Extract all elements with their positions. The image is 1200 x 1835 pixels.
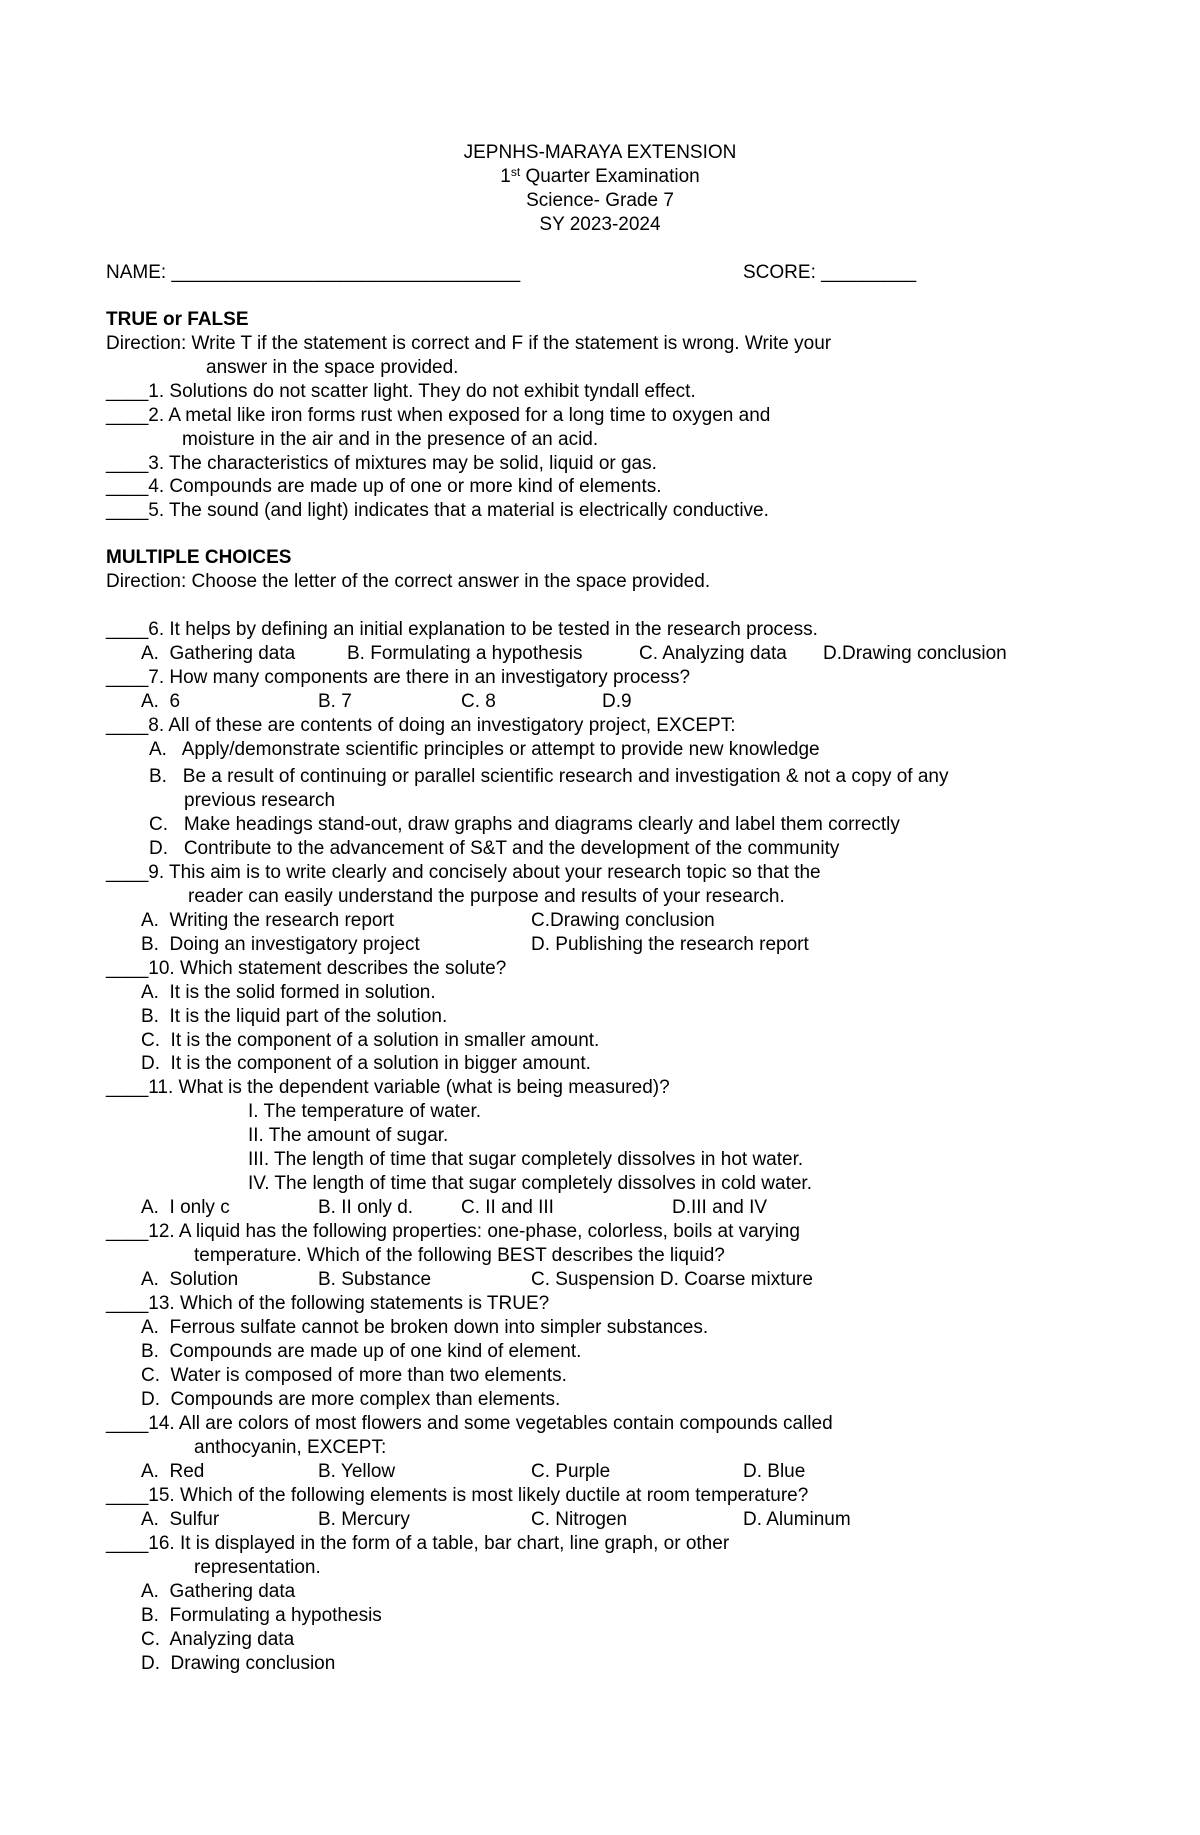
question-10-option-d: D. It is the component of a solution in bigger amount. <box>141 1053 591 1074</box>
question-14-option-c: C. Purple <box>531 1461 611 1482</box>
quarter-number: 1 <box>500 166 511 187</box>
question-16-option-c: C. Analyzing data <box>141 1629 295 1650</box>
question-15: ____15. Which of the following elements is most likely ductile at room temperature? <box>106 1485 809 1506</box>
question-16-option-a: A. Gathering data <box>141 1581 296 1602</box>
question-15-option-a: A. Sulfur <box>141 1509 220 1530</box>
question-14: ____14. All are colors of most flowers and some vegetables contain compounds called <box>106 1413 833 1434</box>
question-13: ____13. Which of the following statements is TRUE? <box>106 1293 550 1314</box>
question-13-option-a: A. Ferrous sulfate cannot be broken down into simpler substances. <box>141 1317 709 1338</box>
question-6-option-a: A. Gathering data <box>141 643 296 664</box>
quarter-ordinal: st <box>510 165 521 179</box>
question-2-cont: moisture in the air and in the presence of an acid. <box>182 429 599 450</box>
question-11-option-a: A. I only c <box>141 1197 230 1218</box>
question-16: ____16. It is displayed in the form of a table, bar chart, line graph, or other <box>106 1533 730 1554</box>
school-year: SY 2023-2024 <box>539 214 661 235</box>
question-6-option-d: D.Drawing conclusion <box>823 643 1007 664</box>
question-8-option-b: B. Be a result of continuing or parallel scientific research and investigation & not a copy of any <box>149 766 949 787</box>
question-8-option-a: A. Apply/demonstrate scientific principles or attempt to provide new knowledge <box>149 739 820 760</box>
question-7-option-a: A. 6 <box>141 691 181 712</box>
question-14-option-d: D. Blue <box>743 1461 806 1482</box>
question-12: ____12. A liquid has the following properties: one-phase, colorless, boils at varying <box>106 1221 800 1242</box>
question-13-option-d: D. Compounds are more complex than elements. <box>141 1389 561 1410</box>
question-11-item-ii: II. The amount of sugar. <box>248 1125 449 1146</box>
question-10-option-b: B. It is the liquid part of the solution. <box>141 1006 448 1027</box>
question-7: ____7. How many components are there in an investigatory process? <box>106 667 691 688</box>
question-10-option-a: A. It is the solid formed in solution. <box>141 982 436 1003</box>
question-10: ____10. Which statement describes the solute? <box>106 958 507 979</box>
question-16-option-d: D. Drawing conclusion <box>141 1653 336 1674</box>
question-9: ____9. This aim is to write clearly and concisely about your research topic so that the <box>106 862 821 883</box>
question-11-option-c: C. II and III <box>461 1197 554 1218</box>
question-13-option-c: C. Water is composed of more than two elements. <box>141 1365 567 1386</box>
question-9-option-d: D. Publishing the research report <box>531 934 809 955</box>
question-14-option-a: A. Red <box>141 1461 205 1482</box>
question-1: ____1. Solutions do not scatter light. They do not exhibit tyndall effect. <box>106 381 696 402</box>
question-7-option-c: C. 8 <box>461 691 496 712</box>
question-8: ____8. All of these are contents of doing an investigatory project, EXCEPT: <box>106 715 736 736</box>
question-3: ____3. The characteristics of mixtures may be solid, liquid or gas. <box>106 453 657 474</box>
question-11-option-b: B. II only d. <box>318 1197 414 1218</box>
name-field: NAME: _________________________________ <box>106 262 521 283</box>
question-6-option-b: B. Formulating a hypothesis <box>347 643 583 664</box>
true-false-direction: Direction: Write T if the statement is correct and F if the statement is wrong. Write your <box>106 333 832 354</box>
question-11-item-iv: IV. The length of time that sugar completely dissolves in cold water. <box>248 1173 812 1194</box>
question-8-option-b-cont: previous research <box>184 790 336 811</box>
question-15-option-b: B. Mercury <box>318 1509 410 1530</box>
question-9-option-c: C.Drawing conclusion <box>531 910 715 931</box>
question-12-cont: temperature. Which of the following BEST describes the liquid? <box>194 1245 725 1266</box>
question-9-option-b: B. Doing an investigatory project <box>141 934 420 955</box>
question-6-option-c: C. Analyzing data <box>639 643 787 664</box>
quarter-label: Quarter Examination <box>520 166 700 187</box>
question-9-cont: reader can easily understand the purpose and results of your research. <box>188 886 785 907</box>
question-12-option-a: A. Solution <box>141 1269 239 1290</box>
question-16-cont: representation. <box>194 1557 321 1578</box>
question-8-option-c: C. Make headings stand-out, draw graphs and diagrams clearly and label them correctly <box>149 814 900 835</box>
question-13-option-b: B. Compounds are made up of one kind of element. <box>141 1341 582 1362</box>
question-14-option-b: B. Yellow <box>318 1461 396 1482</box>
question-15-option-d: D. Aluminum <box>743 1509 851 1530</box>
question-6: ____6. It helps by defining an initial explanation to be tested in the research process. <box>106 619 818 640</box>
question-8-option-d: D. Contribute to the advancement of S&T and the development of the community <box>149 838 840 859</box>
question-15-option-c: C. Nitrogen <box>531 1509 628 1530</box>
multiple-choice-direction: Direction: Choose the letter of the correct answer in the space provided. <box>106 571 711 592</box>
exam-quarter <box>0 165 1200 189</box>
question-14-cont: anthocyanin, EXCEPT: <box>194 1437 387 1458</box>
question-11: ____11. What is the dependent variable (what is being measured)? <box>106 1077 670 1098</box>
question-4: ____4. Compounds are made up of one or more kind of elements. <box>106 476 662 497</box>
true-false-direction-cont: answer in the space provided. <box>206 357 459 378</box>
question-9-option-a: A. Writing the research report <box>141 910 395 931</box>
score-field: SCORE: _________ <box>743 262 917 283</box>
question-12-option-b: B. Substance <box>318 1269 432 1290</box>
question-7-option-d: D.9 <box>602 691 632 712</box>
multiple-choice-heading: MULTIPLE CHOICES <box>106 547 292 568</box>
true-false-heading: TRUE or FALSE <box>106 309 249 330</box>
question-10-option-c: C. It is the component of a solution in smaller amount. <box>141 1030 600 1051</box>
question-2: ____2. A metal like iron forms rust when exposed for a long time to oxygen and <box>106 405 771 426</box>
question-7-option-b: B. 7 <box>318 691 352 712</box>
question-11-item-iii: III. The length of time that sugar completely dissolves in hot water. <box>248 1149 804 1170</box>
question-16-option-b: B. Formulating a hypothesis <box>141 1605 382 1626</box>
question-11-option-d: D.III and IV <box>672 1197 768 1218</box>
question-11-item-i: I. The temperature of water. <box>248 1101 482 1122</box>
subject-title: Science- Grade 7 <box>526 190 674 211</box>
school-name: JEPNHS-MARAYA EXTENSION <box>463 142 737 163</box>
question-5: ____5. The sound (and light) indicates that a material is electrically conductive. <box>106 500 769 521</box>
question-12-option-cd: C. Suspension D. Coarse mixture <box>531 1269 813 1290</box>
